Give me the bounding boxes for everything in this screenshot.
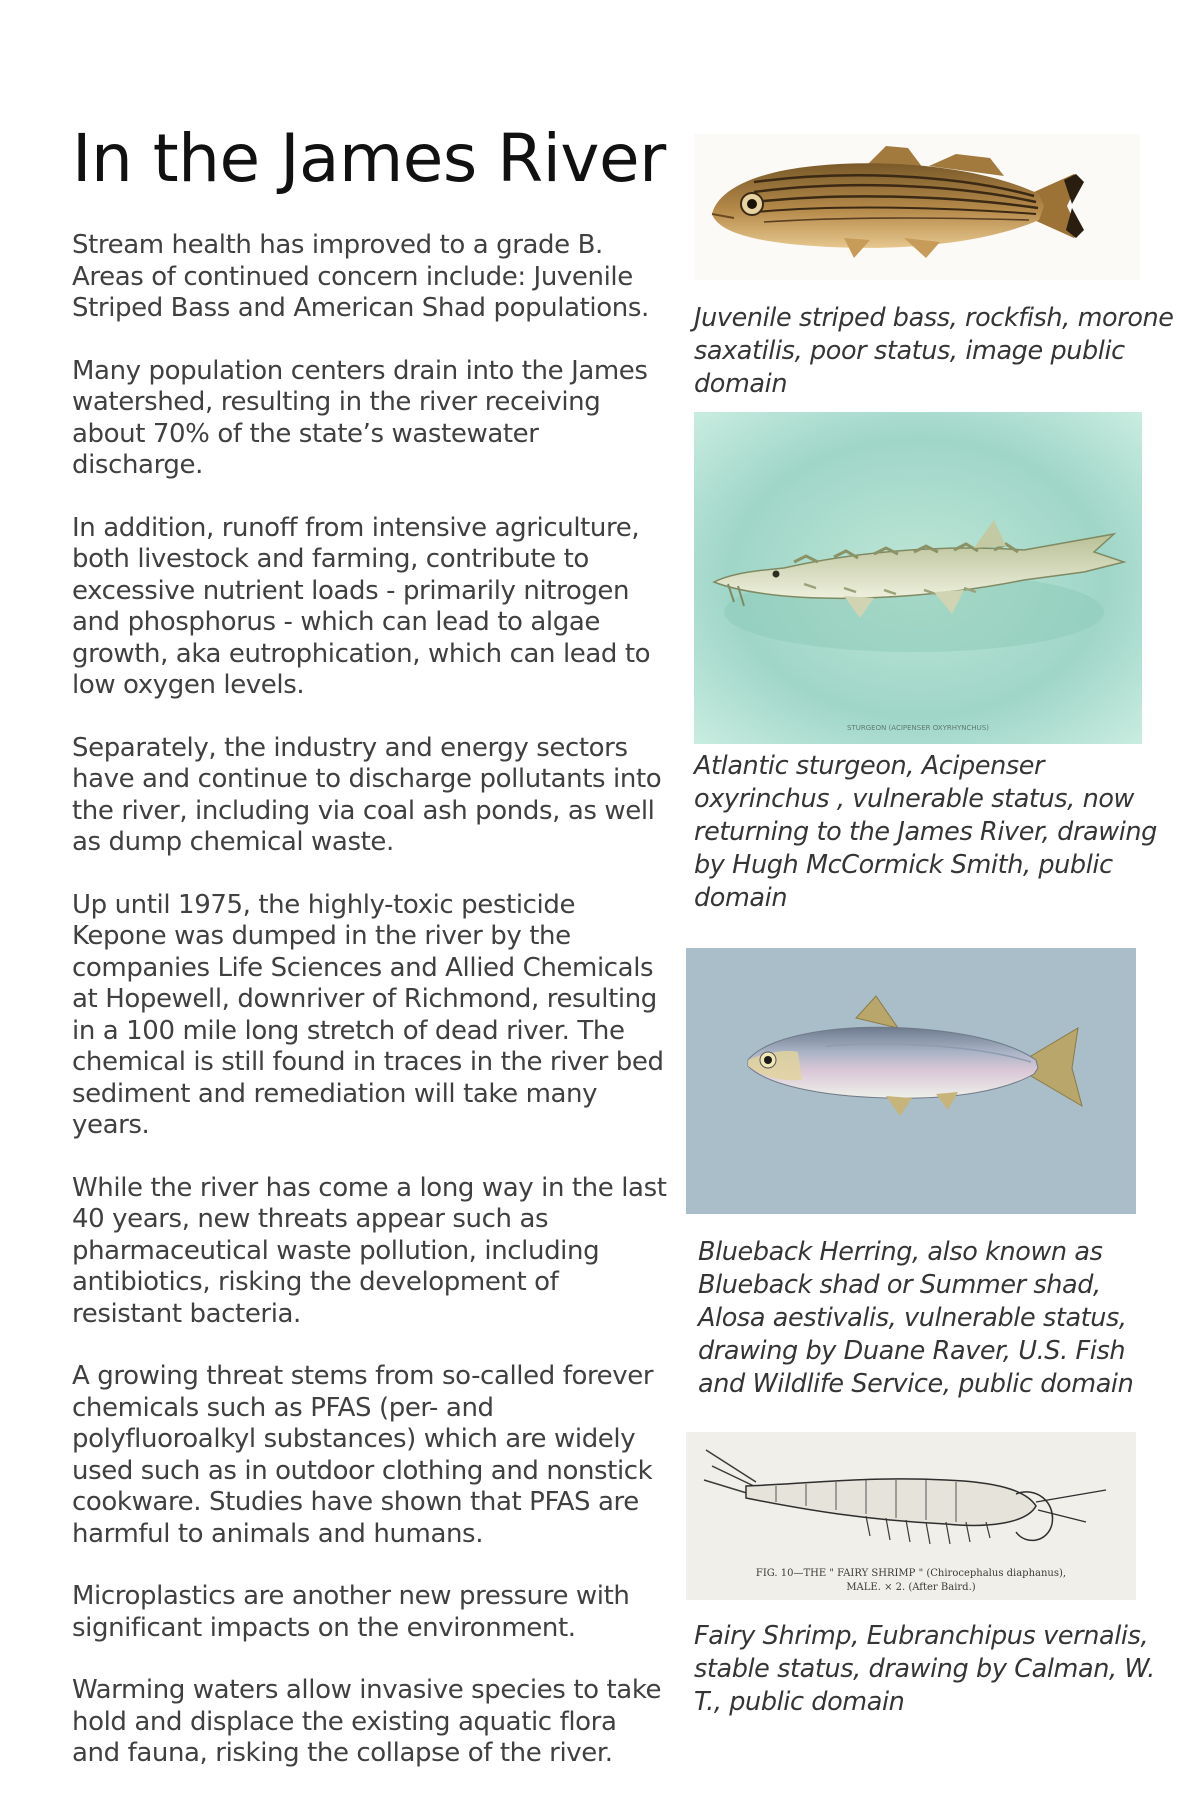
paragraph-pfas: A growing threat stems from so-called forever chemicals such as PFAS (per- and polyfluoroalkyl substances) which are widely used such as in outdoor clothing and nonstick cookware. Studies have shown that PFAS are harmful to animals and humans.	[72, 1361, 654, 1549]
paragraph-pharmaceutical: While the river has come a long way in the last 40 years, new threats appear such as pharmaceutical waste pollution, including antibiotics, risking the development of resistant bacteria.	[72, 1172, 667, 1329]
paragraph-microplastics: Microplastics are another new pressure with significant impacts on the environment.	[72, 1581, 630, 1643]
paragraph-wastewater: Many population centers drain into the James watershed, resulting in the river receiving about 70% of the state’s wastewater discharge.	[72, 355, 648, 480]
caption-sturgeon: Atlantic sturgeon, Acipenser oxyrinchus , vulnerable status, now returning to the James River, drawing by Hugh McCormick Smith, public domain	[694, 751, 1157, 913]
paragraph-warming-waters: Warming waters allow invasive species to take hold and displace the existing aquatic flora and fauna, risking the collapse of the river.	[72, 1675, 662, 1768]
blueback-herring-illustration	[686, 948, 1136, 1214]
fairy-shrimp-engraving-line2: MALE. × 2. (After Baird.)	[846, 1582, 976, 1593]
sturgeon-illustration	[694, 412, 1142, 744]
caption-fairy-shrimp: Fairy Shrimp, Eubranchipus vernalis, stable status, drawing by Calman, W. T., public domain	[694, 1621, 1155, 1717]
caption-striped-bass: Juvenile striped bass, rockfish, morone saxatilis, poor status, image public domain	[694, 303, 1174, 399]
paragraph-agriculture-runoff: In addition, runoff from intensive agriculture, both livestock and farming, contribute to excessive nutrient loads - primarily nitrogen and phosphorus - which can lead to algae growth, aka eutrophication, which can lead to low oxygen levels.	[72, 512, 651, 700]
fairy-shrimp-engraving-line1: FIG. 10—THE " FAIRY SHRIMP " (Chirocephalus diaphanus),	[755, 1568, 1067, 1579]
fairy-shrimp-illustration	[686, 1432, 1136, 1600]
sturgeon-plate-label: STURGEON (ACIPENSER OXYRHYNCHUS)	[847, 724, 989, 732]
paragraph-kepone: Up until 1975, the highly-toxic pesticide Kepone was dumped in the river by the companies Life Sciences and Allied Chemicals at Hopewell, downriver of Richmond, resulting in a 100 mile long stretch of dead river. The chemical is still found in traces in the river bed sediment and remediation will take many years.	[72, 889, 664, 1140]
page-title: In the James River	[72, 120, 666, 197]
paragraph-stream-health: Stream health has improved to a grade B. Areas of continued concern include: Juvenile Striped Bass and American Shad populations.	[72, 230, 649, 323]
article-body	[72, 230, 672, 1801]
caption-blueback-herring: Blueback Herring, also known as Blueback shad or Summer shad, Alosa aestivalis, vulnerable status, drawing by Duane Raver, U.S. Fish and Wildlife Service, public domain	[698, 1237, 1134, 1399]
striped-bass-illustration	[694, 134, 1140, 280]
paragraph-industry-pollutants: Separately, the industry and energy sectors have and continue to discharge pollutants into the river, including via coal ash ponds, as well as dump chemical waste.	[72, 732, 662, 857]
